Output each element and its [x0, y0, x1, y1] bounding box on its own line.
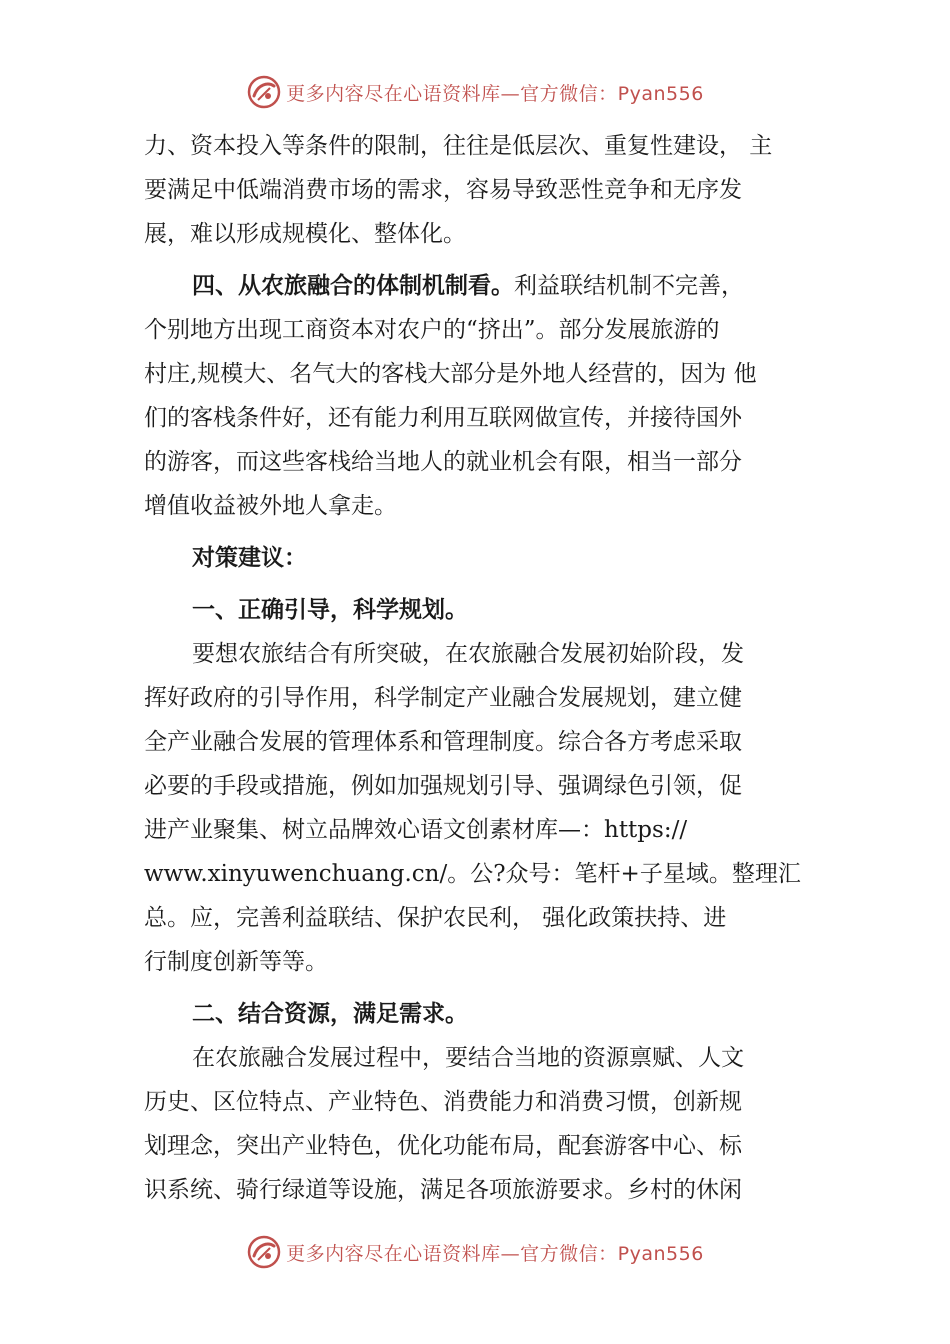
paragraph-line: 们的客栈条件好，还有能力利用互联网做宣传，并接待国外: [144, 405, 742, 431]
section-four-heading: 四、从农旅融合的体制机制看。: [192, 273, 514, 299]
paragraph-line: 力、资本投入等条件的限制，往往是低层次、重复性建设， 主: [144, 133, 773, 159]
countermeasures-title: 对策建议：: [192, 545, 307, 571]
paragraph-line: 总。应，完善利益联结、保护农民利， 强化政策扶持、进: [144, 905, 727, 931]
paragraph-line: www.xinyuwenchuang.cn/。公?众号：笔杆+子星域。整理汇: [144, 861, 801, 887]
item-one-heading: 一、正确引导，科学规划。: [192, 597, 468, 623]
circular-seal-logo-icon: [246, 74, 282, 110]
watermark-text: 更多内容尽在心语资料库—官方微信：Pyan556: [286, 1242, 704, 1265]
paragraph-line: 划理念，突出产业特色，优化功能布局，配套游客中心、标: [144, 1133, 742, 1159]
paragraph-line: 要满足中低端消费市场的需求，容易导致恶性竞争和无序发: [144, 177, 742, 203]
paragraph-line: 增值收益被外地人拿走。: [144, 493, 397, 519]
paragraph-line: 村庄,规模大、名气大的客栈大部分是外地人经营的，因为 他: [144, 361, 757, 387]
watermark-text: 更多内容尽在心语资料库—官方微信：Pyan556: [286, 82, 704, 105]
paragraph-line: 历史、区位特点、产业特色、消费能力和消费习惯，创新规: [144, 1089, 742, 1115]
footer-watermark-banner: [0, 1232, 950, 1272]
circular-seal-logo-icon: [246, 1234, 282, 1270]
paragraph-line: 个别地方出现工商资本对农户的“挤出”。部分发展旅游的: [144, 317, 720, 343]
section-four-text: 利益联结机制不完善，: [514, 273, 744, 299]
paragraph-line: 挥好政府的引导作用，科学制定产业融合发展规划，建立健: [144, 685, 742, 711]
paragraph-line: 必要的手段或措施，例如加强规划引导、强调绿色引领，促: [144, 773, 742, 799]
paragraph-line: 展，难以形成规模化、整体化。: [144, 221, 466, 247]
section-four-first-line: [144, 264, 814, 308]
paragraph-line: 进产业聚集、树立品牌效心语文创素材库—：https://: [144, 817, 688, 843]
item-two-heading: 二、结合资源，满足需求。: [192, 1001, 468, 1027]
paragraph-line: 行制度创新等等。: [144, 949, 328, 975]
document-body: [144, 124, 814, 1212]
watermark-account: Pyan556: [617, 1242, 704, 1265]
watermark-account: Pyan556: [617, 82, 704, 105]
paragraph-line: 的游客，而这些客栈给当地人的就业机会有限，相当一部分: [144, 449, 742, 475]
paragraph-line: 在农旅融合发展过程中，要结合当地的资源禀赋、人文: [192, 1045, 744, 1071]
paragraph-line: 全产业融合发展的管理体系和管理制度。综合各方考虑采取: [144, 729, 742, 755]
paragraph-line: 识系统、骑行绿道等设施，满足各项旅游要求。乡村的休闲: [144, 1177, 742, 1203]
header-watermark-banner: [0, 72, 950, 112]
paragraph-line: 要想农旅结合有所突破，在农旅融合发展初始阶段，发: [192, 641, 744, 667]
